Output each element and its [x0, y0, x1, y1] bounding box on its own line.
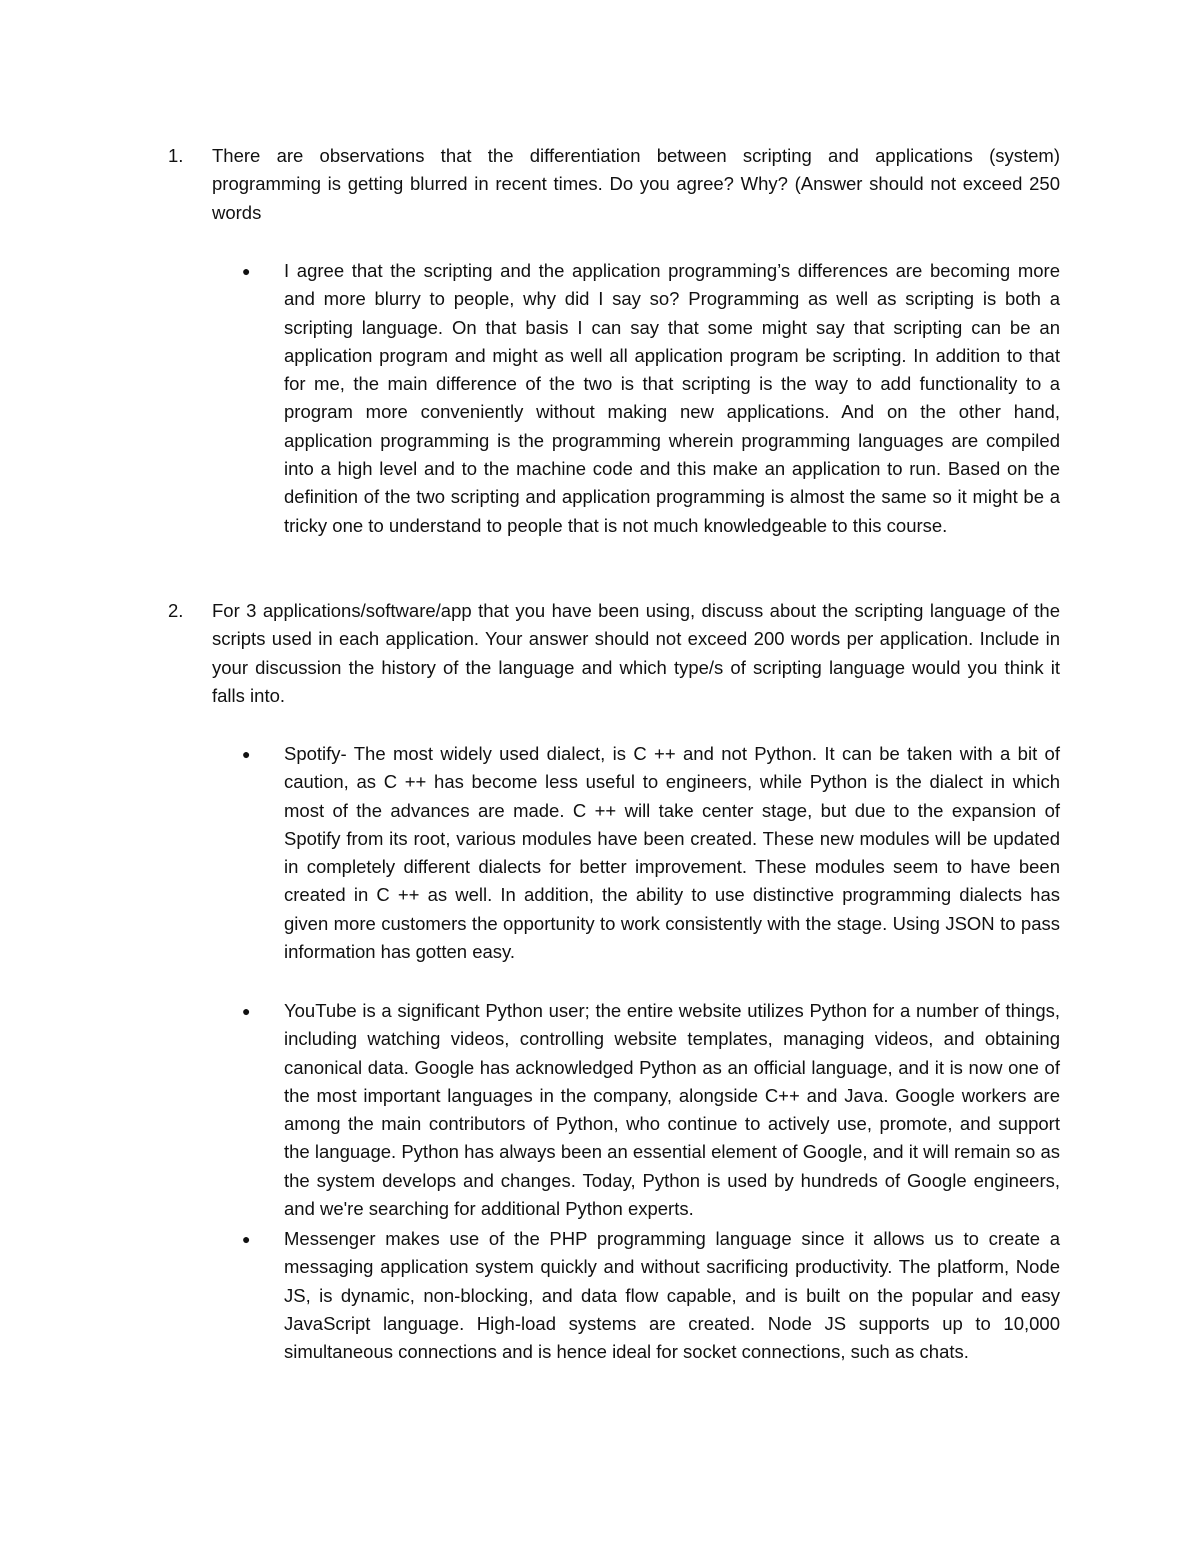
question-text: There are observations that the differentiation between scripting and applications (system) programming is getting blurred in recent times. Do you agree? Why? (Answer should not exceed 250 words [212, 145, 1060, 223]
question-number: 2. [168, 600, 184, 621]
bullet-icon: ● [242, 1231, 251, 1247]
answer-2-messenger [242, 1225, 1060, 1366]
question-text: For 3 applications/software/app that you have been using, discuss about the scripting language of the scripts used in each application. Your answer should not exceed 200 words per application. Include in your discussion the history of the language and which type/s of scripting language would you think it falls into. [212, 600, 1060, 706]
answer-1-item [242, 257, 1060, 540]
question-1 [168, 142, 1060, 227]
bullet-icon: ● [242, 263, 251, 279]
answer-text: YouTube is a significant Python user; the entire website utilizes Python for a number of things, including watching videos, controlling website templates, managing videos, and obtaining canonical data. Google has acknowledged Python as an official language, and it is now one of the most important languages in the company, alongside C++ and Java. Google workers are among the main contributors of Python, who continue to actively use, promote, and support the language. Python has always been an essential element of Google, and it will remain so as the system develops and changes. Today, Python is used by hundreds of Google engineers, and we're searching for additional Python experts. [284, 1000, 1060, 1220]
answer-text: I agree that the scripting and the application programming’s differences are becoming more and more blurry to people, why did I say so? Programming as well as scripting is both a scripting language. On that basis I can say that some might say that scripting can be an application program and might as well all application program be scripting. In addition to that for me, the main difference of the two is that scripting is the way to add functionality to a program more conveniently without making new applications. And on the other hand, application programming is the programming wherein programming languages are compiled into a high level and to the machine code and this make an application to run. Based on the definition of the two scripting and application programming is almost the same so it might be a tricky one to understand to people that is not much knowledgeable to this course. [284, 260, 1060, 536]
question-number: 1. [168, 145, 184, 166]
question-2 [168, 597, 1060, 710]
answer-2-youtube [242, 997, 1060, 1223]
bullet-icon: ● [242, 746, 251, 762]
answer-text: Spotify- The most widely used dialect, is C ++ and not Python. It can be taken with a bit of caution, as C ++ has become less useful to engineers, while Python is the dialect in which most of the advances are made. C ++ will take center stage, but due to the expansion of Spotify from its root, various modules have been created. These new modules will be updated in completely different dialects for better improvement. These modules seem to have been created in C ++ as well. In addition, the ability to use distinctive programming dialects has given more customers the opportunity to work consistently with the stage. Using JSON to pass information has gotten easy. [284, 743, 1060, 963]
answer-text: Messenger makes use of the PHP programming language since it allows us to create a messaging application system quickly and without sacrificing productivity. The platform, Node JS, is dynamic, non-blocking, and data flow capable, and is built on the popular and easy JavaScript language. High-load systems are created. Node JS supports up to 10,000 simultaneous connections and is hence ideal for socket connections, such as chats. [284, 1228, 1060, 1363]
bullet-icon: ● [242, 1003, 251, 1019]
answer-2-spotify [242, 740, 1060, 966]
